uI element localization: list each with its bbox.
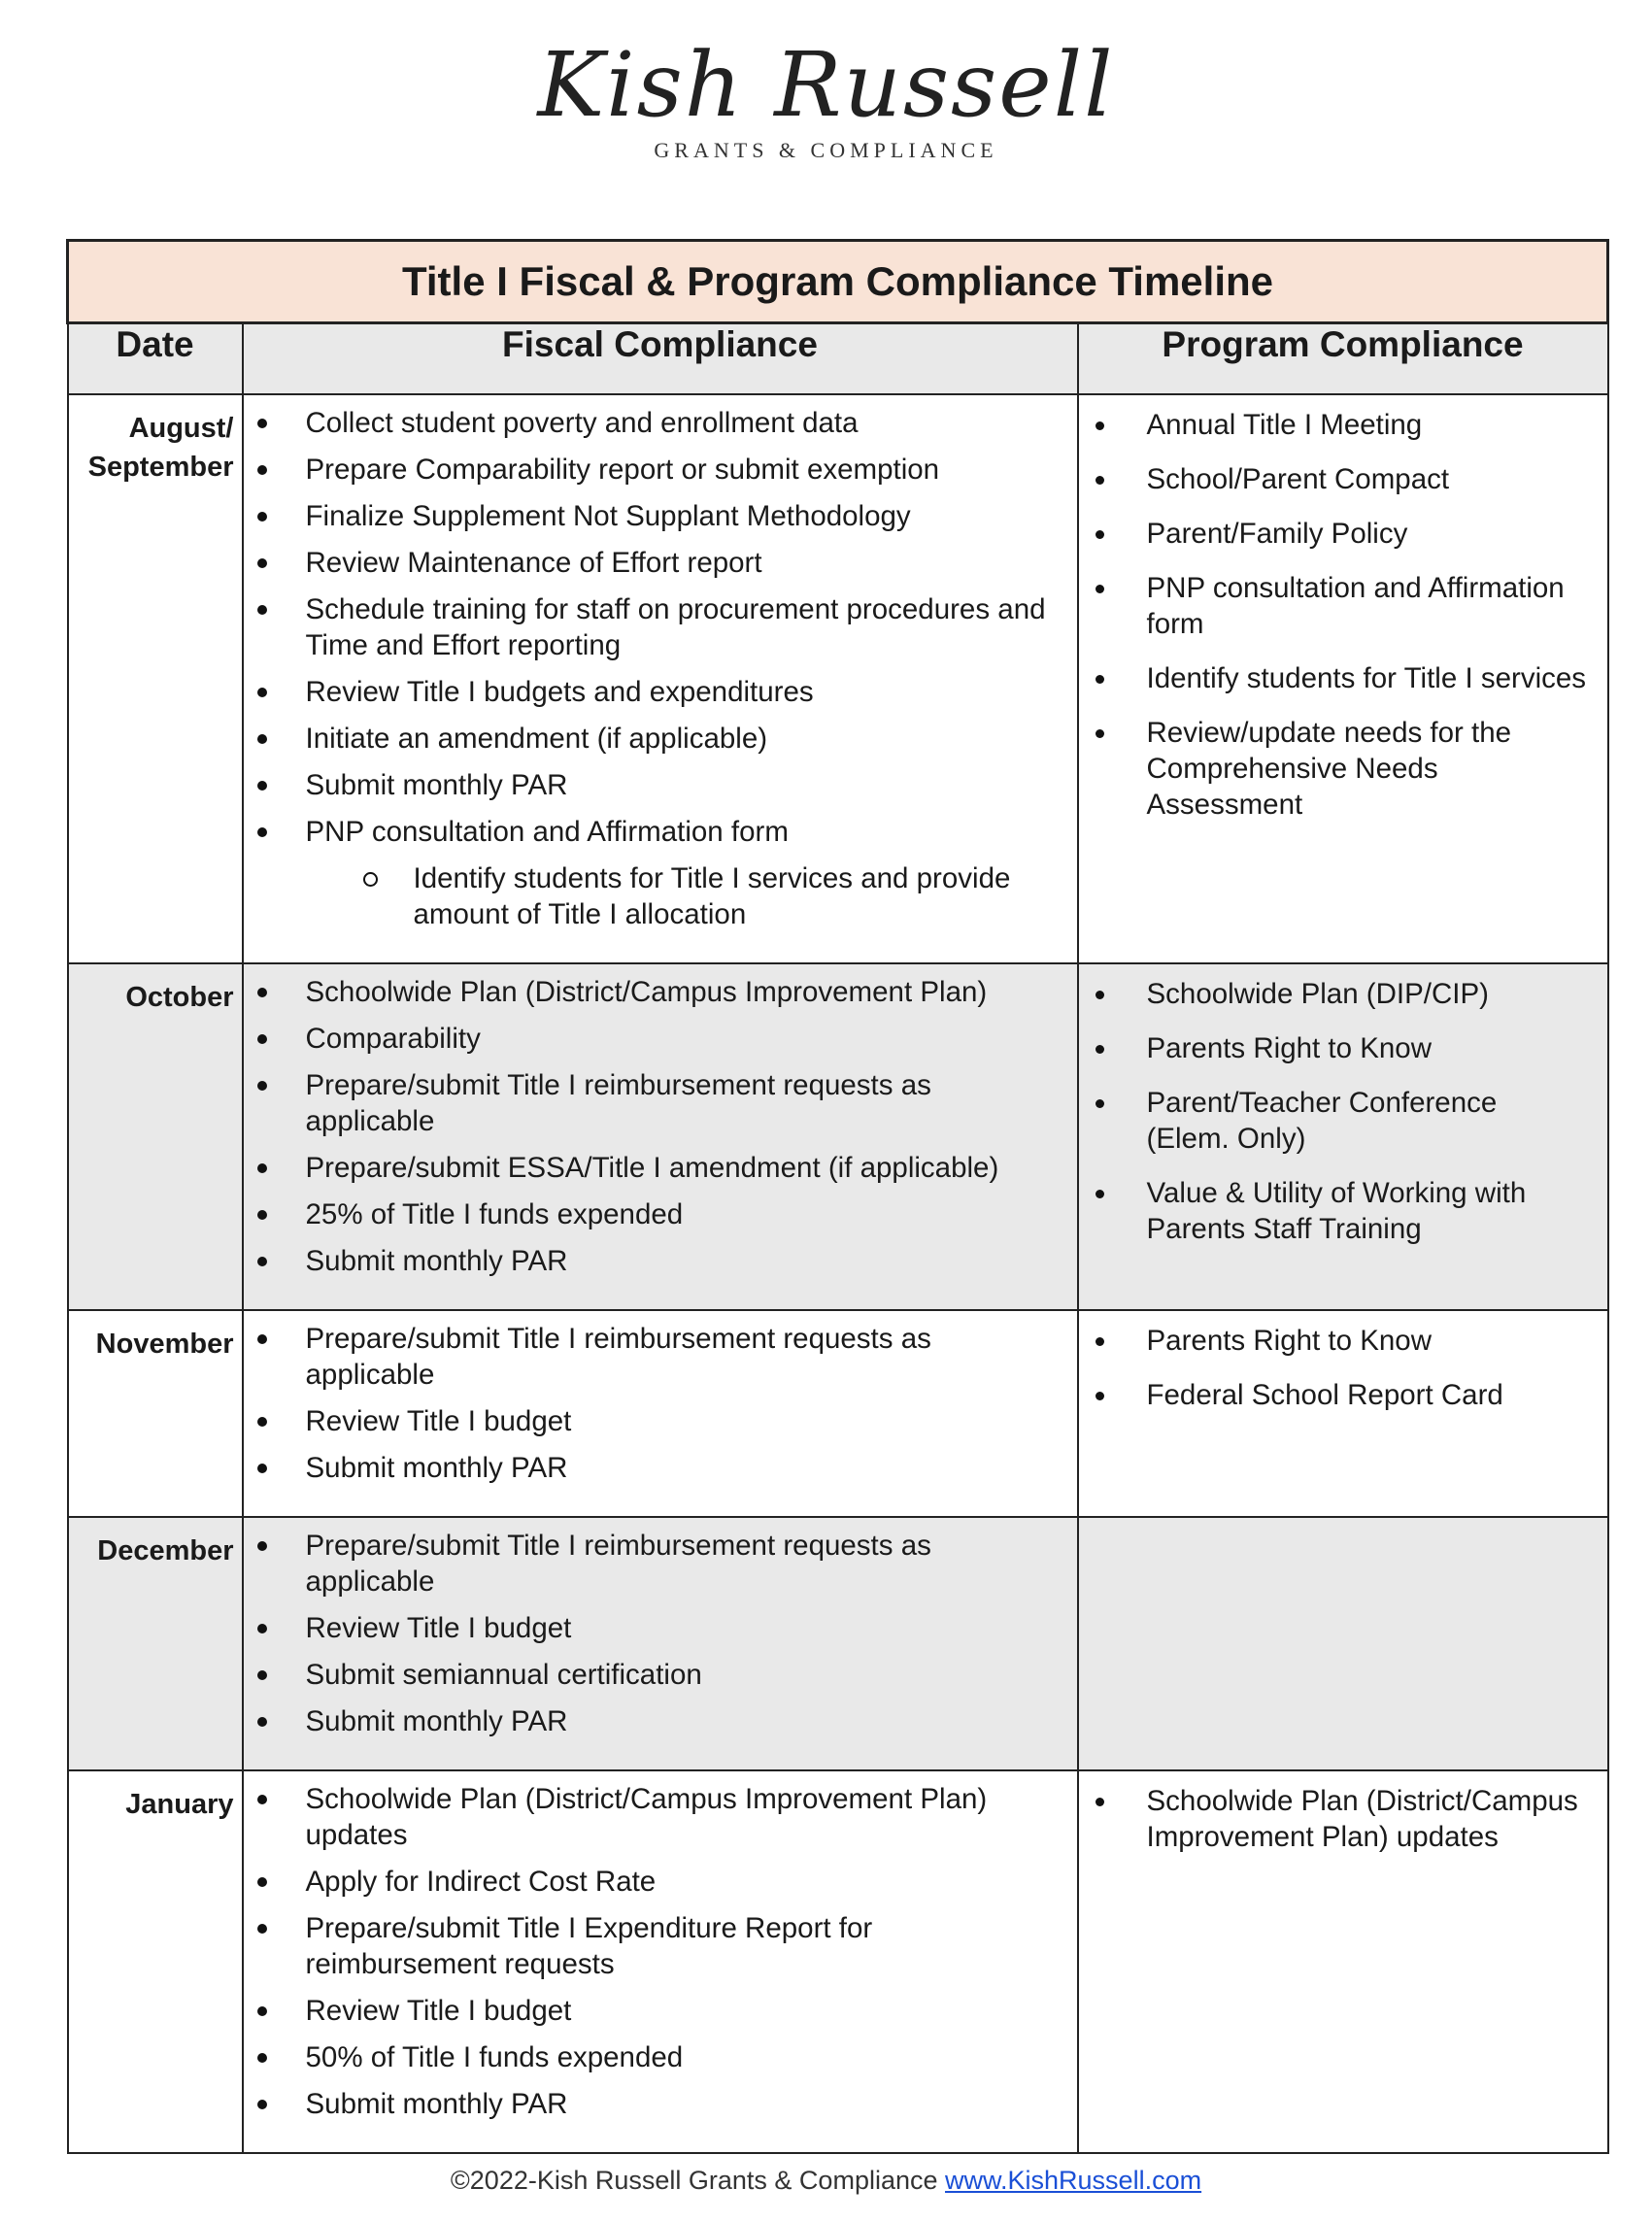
fiscal-cell — [243, 1310, 1078, 1517]
header-date: Date — [68, 323, 243, 395]
list-item: Schoolwide Plan (District/Campus Improvement Plan) updates — [1079, 1783, 1588, 1855]
list-item: Review Title I budget — [244, 1993, 1058, 2029]
program-cell — [1078, 1517, 1608, 1770]
date-label: October — [125, 982, 234, 1013]
table-row — [68, 1517, 1608, 1770]
logo-tagline: GRANTS & COMPLIANCE — [654, 138, 998, 162]
list-item: PNP consultation and Affirmation form — [244, 814, 1058, 850]
fiscal-cell — [243, 1770, 1078, 2153]
list-item: Schoolwide Plan (District/Campus Improvement Plan) updates — [244, 1781, 1058, 1853]
footer — [0, 2166, 1652, 2196]
list-item: Apply for Indirect Cost Rate — [244, 1864, 1058, 1900]
program-cell — [1078, 1310, 1608, 1517]
compliance-timeline-table — [66, 239, 1609, 2154]
list-item: Collect student poverty and enrollment data — [244, 405, 1058, 441]
list-item: Submit monthly PAR — [244, 2086, 1058, 2122]
table-row — [68, 1310, 1608, 1517]
list-item: Value & Utility of Working with Parents Staff Training — [1079, 1175, 1588, 1247]
list-item: Annual Title I Meeting — [1079, 407, 1588, 443]
list-item: Prepare/submit Title I Expenditure Report for reimbursement requests — [244, 1910, 1058, 1982]
list-item: Parent/Teacher Conference (Elem. Only) — [1079, 1085, 1588, 1157]
date-cell — [68, 394, 243, 963]
program-cell — [1078, 1770, 1608, 2153]
fiscal-cell — [243, 1517, 1078, 1770]
table-title: Title I Fiscal & Program Compliance Timeline — [68, 241, 1608, 323]
fiscal-cell — [243, 963, 1078, 1310]
list-item: Review Maintenance of Effort report — [244, 545, 1058, 581]
list-item: Finalize Supplement Not Supplant Methodology — [244, 498, 1058, 534]
list-item: Comparability — [244, 1021, 1058, 1057]
logo-script-name: Kish Russell — [537, 33, 1115, 137]
fiscal-cell — [243, 394, 1078, 963]
date-cell — [68, 963, 243, 1310]
header-fiscal: Fiscal Compliance — [243, 323, 1078, 395]
date-label: August/ — [128, 413, 234, 444]
list-item: School/Parent Compact — [1079, 461, 1588, 497]
date-label: September — [87, 452, 234, 483]
table-row — [68, 963, 1608, 1310]
list-item: Prepare Comparability report or submit exemption — [244, 452, 1058, 488]
logo — [0, 33, 1652, 163]
list-item: Submit semiannual certification — [244, 1657, 1058, 1693]
list-item: Federal School Report Card — [1079, 1377, 1588, 1413]
footer-copyright: ©2022-Kish Russell Grants & Compliance — [450, 2166, 938, 2195]
date-cell — [68, 1770, 243, 2153]
list-item: PNP consultation and Affirmation form — [1079, 570, 1588, 642]
list-item: Submit monthly PAR — [244, 1450, 1058, 1486]
header-program: Program Compliance — [1078, 323, 1608, 395]
list-item: Review/update needs for the Comprehensive Needs Assessment — [1079, 715, 1588, 823]
date-label: November — [95, 1329, 234, 1360]
list-item: Prepare/submit ESSA/Title I amendment (if applicable) — [244, 1150, 1058, 1186]
list-item: Parent/Family Policy — [1079, 516, 1588, 552]
list-item: Schoolwide Plan (District/Campus Improvement Plan) — [244, 974, 1058, 1010]
list-item: Submit monthly PAR — [244, 767, 1058, 803]
list-item: Schedule training for staff on procurement procedures and Time and Effort reporting — [244, 591, 1058, 663]
program-cell — [1078, 963, 1608, 1310]
sub-list-item: Identify students for Title I services and provide amount of Title I allocation — [244, 860, 1058, 932]
list-item: Submit monthly PAR — [244, 1703, 1058, 1739]
list-item: Submit monthly PAR — [244, 1243, 1058, 1279]
date-cell — [68, 1310, 243, 1517]
list-item: Parents Right to Know — [1079, 1030, 1588, 1066]
date-label: January — [125, 1789, 234, 1820]
date-cell — [68, 1517, 243, 1770]
table-row — [68, 1770, 1608, 2153]
list-item: Prepare/submit Title I reimbursement requests as applicable — [244, 1067, 1058, 1139]
list-item: Prepare/submit Title I reimbursement requests as applicable — [244, 1528, 1058, 1599]
footer-website-link[interactable]: www.KishRussell.com — [945, 2166, 1202, 2195]
list-item: Prepare/submit Title I reimbursement requests as applicable — [244, 1321, 1058, 1393]
list-item: Schoolwide Plan (DIP/CIP) — [1079, 976, 1588, 1012]
list-item: Review Title I budget — [244, 1610, 1058, 1646]
program-cell — [1078, 394, 1608, 963]
list-item: Identify students for Title I services — [1079, 660, 1588, 696]
list-item: Review Title I budgets and expenditures — [244, 674, 1058, 710]
list-item: 50% of Title I funds expended — [244, 2039, 1058, 2075]
list-item: Initiate an amendment (if applicable) — [244, 721, 1058, 757]
list-item: 25% of Title I funds expended — [244, 1196, 1058, 1232]
list-item: Review Title I budget — [244, 1403, 1058, 1439]
list-item: Parents Right to Know — [1079, 1323, 1588, 1359]
table-row — [68, 394, 1608, 963]
date-label: December — [97, 1535, 234, 1566]
